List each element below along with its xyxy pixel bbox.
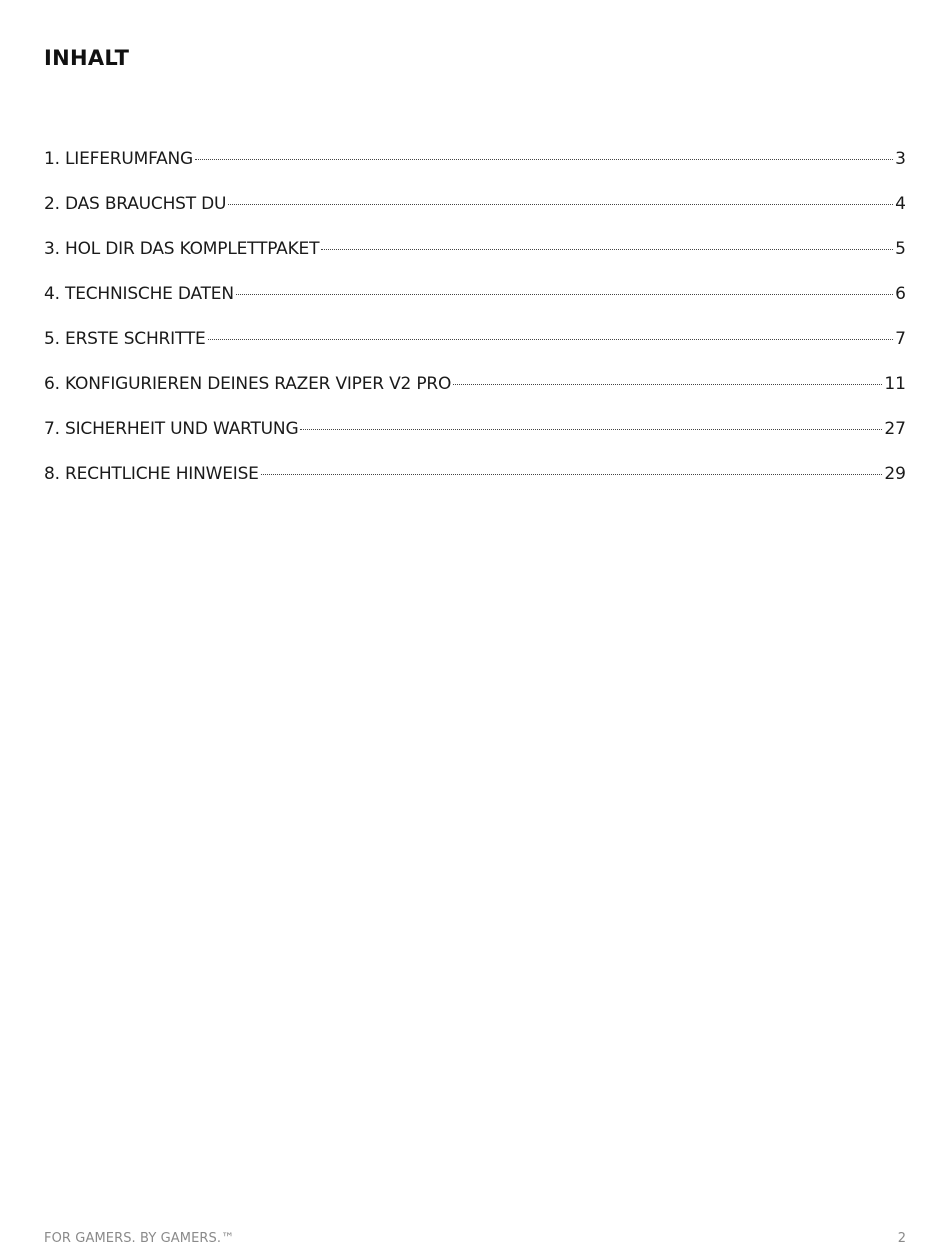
toc-entry-page: 3 xyxy=(895,149,906,169)
toc-entry-rechtliche-hinweise[interactable] xyxy=(44,464,906,509)
toc-entry-label: 7. SICHERHEIT UND WARTUNG xyxy=(44,419,299,439)
toc-entry-page: 7 xyxy=(895,329,906,349)
toc-entry-komplettpaket[interactable] xyxy=(44,239,906,284)
toc-entry-das-brauchst-du[interactable] xyxy=(44,194,906,239)
toc-entry-lieferumfang[interactable] xyxy=(44,149,906,194)
toc-entry-label: 5. ERSTE SCHRITTE xyxy=(44,329,206,349)
toc-dot-leader xyxy=(453,384,882,385)
toc-entry-label: 2. DAS BRAUCHST DU xyxy=(44,194,227,214)
toc-entry-konfigurieren[interactable] xyxy=(44,374,906,419)
toc-entry-label: 3. HOL DIR DAS KOMPLETTPAKET xyxy=(44,239,320,259)
toc-entry-page: 5 xyxy=(895,239,906,259)
toc-dot-leader xyxy=(195,159,893,160)
toc-dot-leader xyxy=(228,204,893,205)
toc-entry-label: 1. LIEFERUMFANG xyxy=(44,149,194,169)
toc-dot-leader xyxy=(300,429,882,430)
toc-dot-leader xyxy=(236,294,893,295)
toc-entry-page: 11 xyxy=(884,374,906,394)
footer-page-number: 2 xyxy=(897,1231,906,1246)
toc-entry-label: 6. KONFIGURIEREN DEINES RAZER VIPER V2 PRO xyxy=(44,374,452,394)
toc-entry-sicherheit-und-wartung[interactable] xyxy=(44,419,906,464)
toc-entry-technische-daten[interactable] xyxy=(44,284,906,329)
footer-slogan: FOR GAMERS. BY GAMERS.™ xyxy=(44,1231,235,1246)
table-of-contents xyxy=(44,149,906,509)
toc-entry-label: 4. TECHNISCHE DATEN xyxy=(44,284,234,304)
toc-dot-leader xyxy=(321,249,893,250)
toc-entry-page: 6 xyxy=(895,284,906,304)
toc-entry-page: 27 xyxy=(884,419,906,439)
toc-dot-leader xyxy=(261,474,883,475)
toc-entry-label: 8. RECHTLICHE HINWEISE xyxy=(44,464,259,484)
toc-dot-leader xyxy=(208,339,894,340)
toc-entry-page: 4 xyxy=(895,194,906,214)
toc-entry-erste-schritte[interactable] xyxy=(44,329,906,374)
toc-entry-page: 29 xyxy=(884,464,906,484)
page-title: INHALT xyxy=(44,46,130,70)
